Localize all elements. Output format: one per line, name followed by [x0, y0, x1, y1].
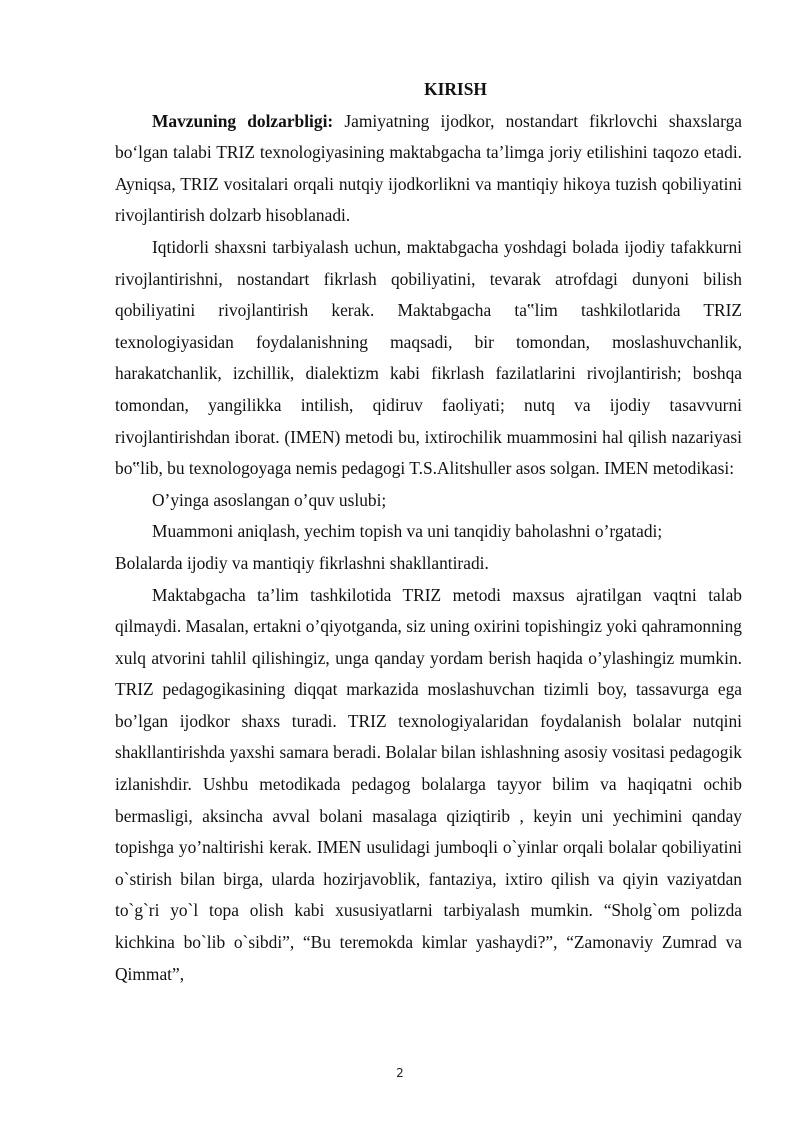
- list-item-problem-solving: Muammoni aniqlash, yechim topish va uni tanqidiy baholashni o’rgatadi;: [152, 521, 663, 542]
- paragraph-lead: Mavzuning dolzarbligi:: [152, 110, 334, 131]
- list-item-thinking: Bolalarda ijodiy va mantiqiy fikrlashni shakllantiradi.: [115, 552, 489, 573]
- section-title: KIRISH: [424, 79, 487, 99]
- paragraph-relevance: [115, 106, 742, 232]
- paragraph-triz-method: Maktabgacha ta’lim tashkilotida TRIZ metodi maxsus ajratilgan vaqtni talab qilmaydi. Masalan, ertakni o’qiyotganda, siz uning oxirini topishingiz yoki qahramonning xulq atvorini tahlil qilishingiz, unga qanday yordam berish haqida o’ylashingiz mumkin. TRIZ pedagogikasining diqqat markazida moslashuvchan tizimli boy, tassavurga ega bo’lgan ijodkor shaxs turadi. TRIZ texnologiyalaridan foydalanish bolalar nutqini shakllantirishda yaxshi samara beradi. Bolalar bilan ishlashning asosiy vositasi pedagogik izlanishdir. Ushbu metodikada pedagog bolalarga tayyor bilim va haqiqatni ochib bermasligi, aksincha avval bolani masalaga qiziqtirib , keyin uni yechimini qanday topishga yo’naltirishi kerak. IMEN usulidagi jumboqli o`yinlar orqali bolalar qobiliyatini o`stirish bilan birga, ularda hozirjavoblik, fantaziya, ixtiro qilish va qiyin vaziyatdan to`g`ri yo`l topa olish kabi xususiyatlarni tarbiyalash mumkin. “Sholg`om polizda kichkina bo`lib o`sibdi”, “Bu teremokda kimlar yashaydi?”, “Zamonaviy Zumrad va Qimmat”,: [115, 584, 742, 984]
- page-number: 2: [396, 1066, 404, 1080]
- page-content: [115, 74, 742, 990]
- list-item-game-based: O’yinga asoslangan o’quv uslubi;: [152, 489, 387, 510]
- paragraph-talent: Iqtidorli shaxsni tarbiyalash uchun, maktabgacha yoshdagi bolada ijodiy tafakkurni rivojlantirishni, nostandart fikrlash qobiliyatini, tevarak atrofdagi dunyoni bilish qobiliyatini rivojlantirish kerak. Maktabgacha ta‟lim tashkilotlarida TRIZ texnologiyasidan foydalanishning maqsadi, bir tomondan, moslashuvchanlik, harakatchanlik, izchillik, dialektizm kabi fikrlash fazilatlarini rivojlantirish; boshqa tomondan, yangilikka intilish, qidiruv faoliyati; nutq va ijodiy tasavvurni rivojlantirishdan iborat. (IMEN) metodi bu, ixtirochilik muammosini hal qilish nazariyasi bo‟lib, bu texnologoyaga nemis pedagogi T.S.Alitshuller asos solgan. IMEN metodikasi:: [115, 236, 742, 479]
- paragraph-text: Jamiyatning ijodkor, nostandart fikrlovchi shaxslarga bo‘lgan talabi TRIZ texnologiyasining maktabgacha ta’limga joriy etilishini taqozo etadi. Ayniqsa, TRIZ vositalari orqali nutqiy ijodkorlikni va mantiqiy hikoya tuzish qobiliyatini rivojlantirish dolzarb hisoblanadi.: [115, 110, 742, 226]
